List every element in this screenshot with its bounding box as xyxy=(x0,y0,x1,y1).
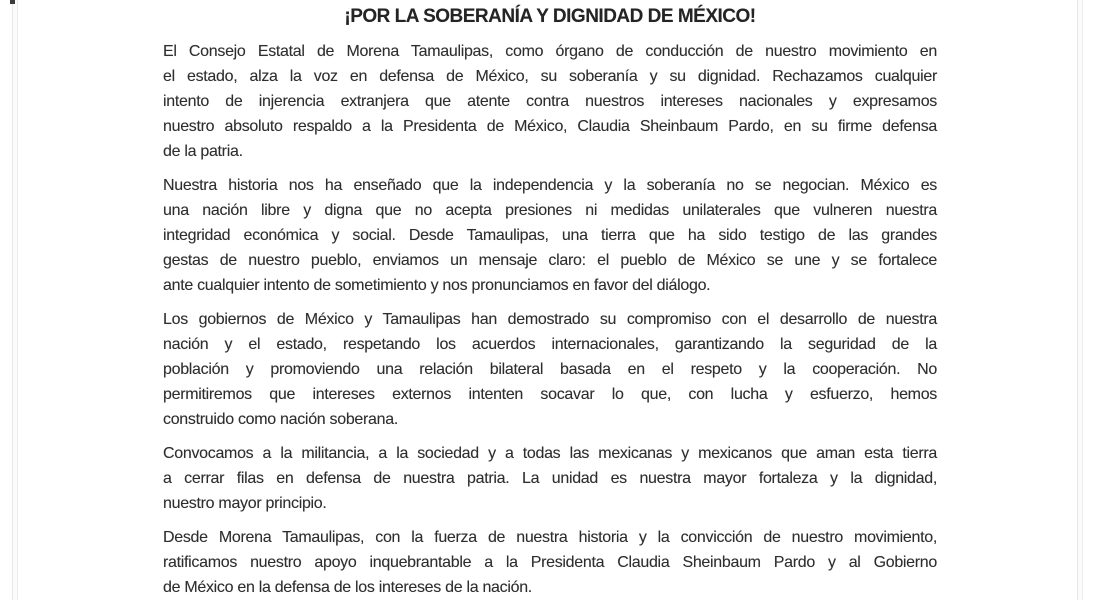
paragraph-line: ante cualquier intento de sometimiento y nos pronunciamos en favor del diálogo. xyxy=(163,277,711,294)
paragraph-line: población y promoviendo una relación bilateral basada en el respeto y la cooperación. No xyxy=(163,361,937,378)
paragraph-line: integridad económica y social. Desde Tamaulipas, una tierra que ha sido testigo de las grandes xyxy=(163,227,937,244)
paragraph-line: nuestro mayor principio. xyxy=(163,495,327,512)
page-left-edge-line xyxy=(12,0,18,600)
paragraph-line: nuestro absoluto respaldo a la Presidenta de México, Claudia Sheinbaum Pardo, en su firme defensa xyxy=(163,118,937,135)
paragraph xyxy=(163,525,937,600)
scan-corner-mark xyxy=(10,0,15,4)
paragraph-line: Los gobiernos de México y Tamaulipas han demostrado su compromiso con el desarrollo de nuestra xyxy=(163,311,937,328)
paragraph xyxy=(163,173,937,298)
document-title: ¡POR LA SOBERANÍA Y DIGNIDAD DE MÉXICO! xyxy=(344,6,756,27)
document-content xyxy=(163,4,937,600)
paragraph-line: ratificamos nuestro apoyo inquebrantable a la Presidenta Claudia Sheinbaum Pardo y al Gobierno xyxy=(163,554,937,571)
paragraph-line: permitiremos que intereses externos intenten socavar lo que, con lucha y esfuerzo, hemos xyxy=(163,386,937,403)
paragraph-line: a cerrar filas en defensa de nuestra patria. La unidad es nuestra mayor fortaleza y la dignidad, xyxy=(163,470,937,487)
paragraph-line: intento de injerencia extranjera que atente contra nuestros intereses nacionales y expresamos xyxy=(163,93,937,110)
paragraph-line: el estado, alza la voz en defensa de México, su soberanía y su dignidad. Rechazamos cualquier xyxy=(163,68,937,85)
paragraph xyxy=(163,307,937,432)
paragraph xyxy=(163,441,937,516)
document-body xyxy=(163,39,937,600)
paragraph-line: una nación libre y digna que no acepta presiones ni medidas unilaterales que vulneren nuestra xyxy=(163,202,937,219)
paragraph-line: Nuestra historia nos ha enseñado que la independencia y la soberanía no se negocian. México es xyxy=(163,177,937,194)
paragraph-line: Desde Morena Tamaulipas, con la fuerza de nuestra historia y la convicción de nuestro movimiento, xyxy=(163,529,937,546)
paragraph-line: Convocamos a la militancia, a la sociedad y a todas las mexicanas y mexicanos que aman esta tierra xyxy=(163,445,937,462)
paragraph-line: El Consejo Estatal de Morena Tamaulipas, como órgano de conducción de nuestro movimiento en xyxy=(163,43,937,60)
paragraph-line: gestas de nuestro pueblo, enviamos un mensaje claro: el pueblo de México se une y se fortalece xyxy=(163,252,937,269)
paragraph-line: construido como nación soberana. xyxy=(163,411,398,428)
paragraph-line: de la patria. xyxy=(163,143,243,160)
paragraph xyxy=(163,39,937,164)
page-right-edge-line xyxy=(1077,0,1083,600)
paragraph-line: nación y el estado, respetando los acuerdos internacionales, garantizando la seguridad de la xyxy=(163,336,937,353)
paragraph-line: de México en la defensa de los intereses de la nación. xyxy=(163,579,532,596)
